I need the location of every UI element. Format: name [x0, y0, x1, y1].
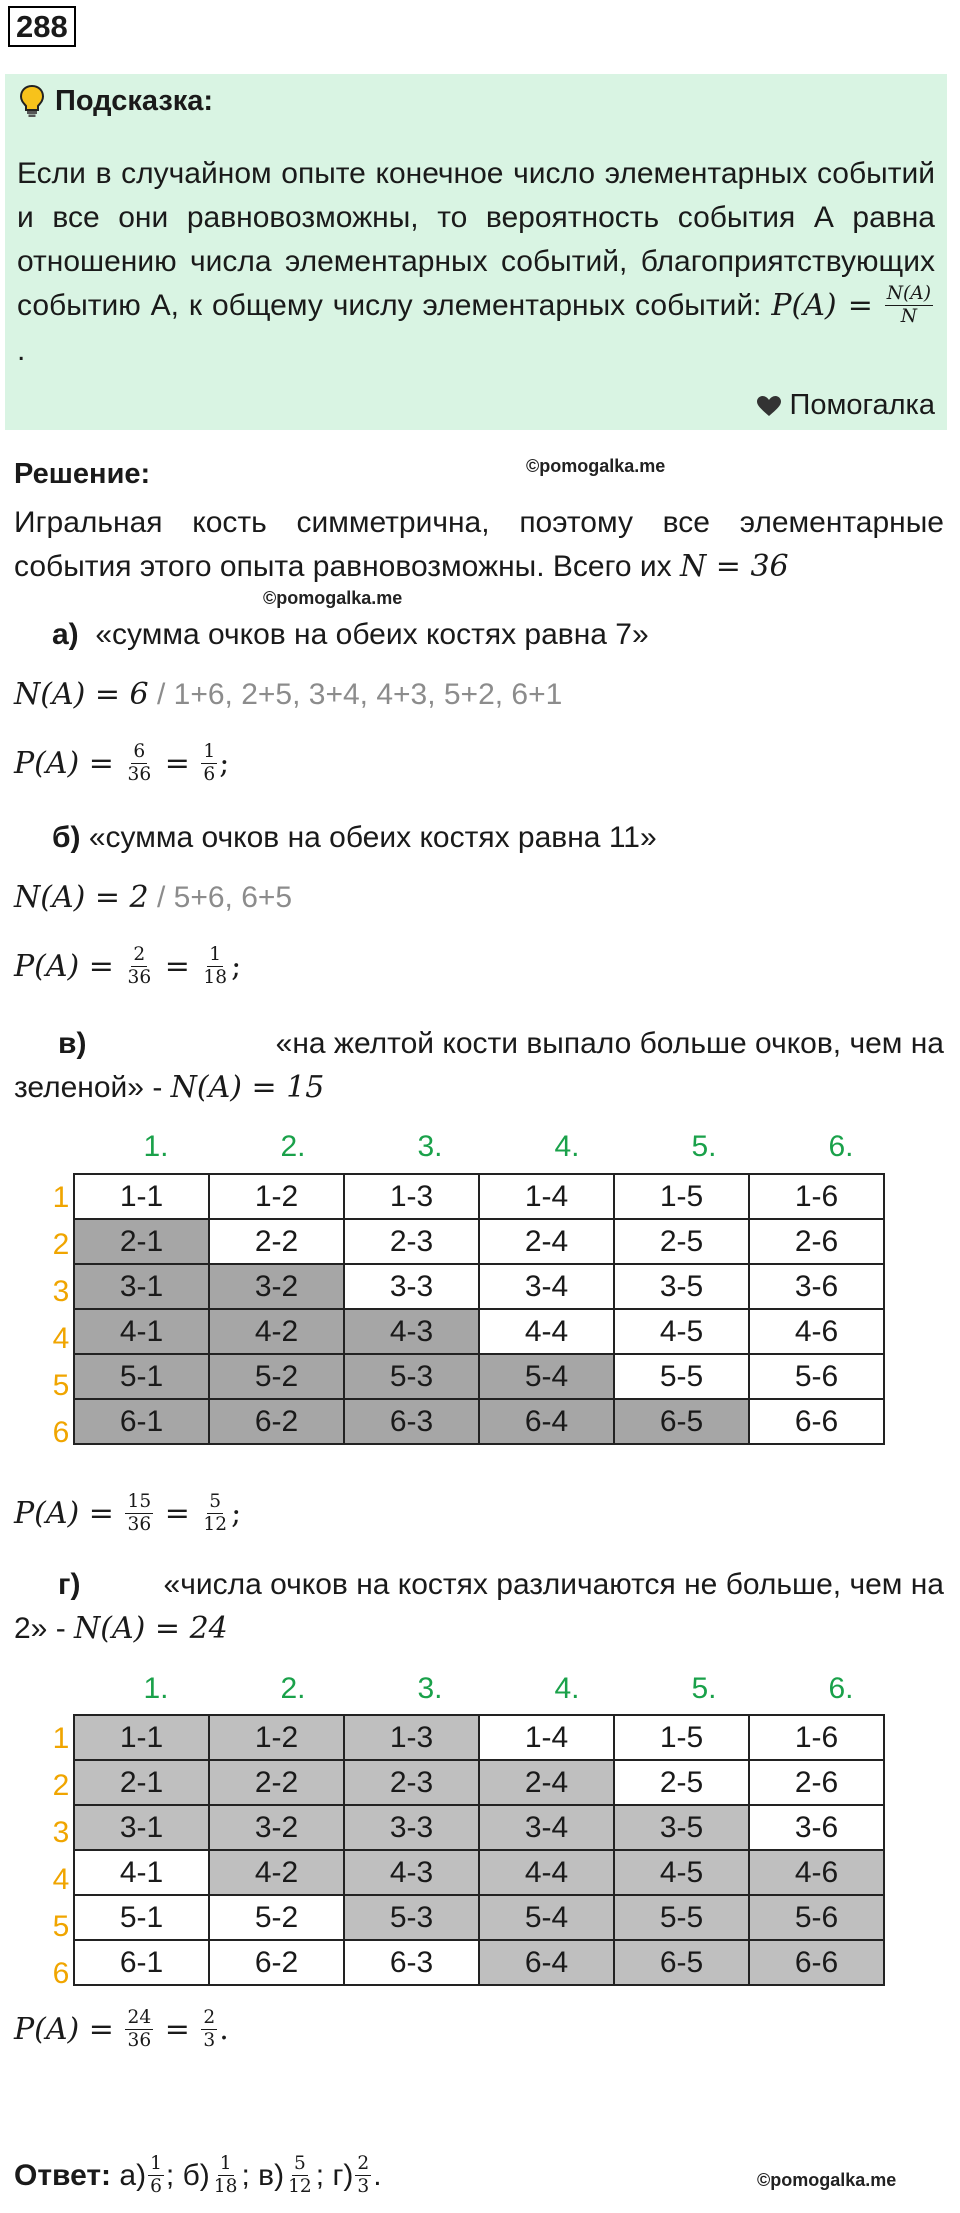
table-cell: 1-5: [614, 1715, 749, 1760]
table-cell: 5-4: [479, 1895, 614, 1940]
table-cell: 5-5: [614, 1895, 749, 1940]
table-cell: 1-4: [479, 1174, 614, 1219]
table-g-row: [74, 1895, 884, 1940]
table-cell: 6-2: [209, 1940, 344, 1985]
table-g-row: [74, 1715, 884, 1760]
col-header: 2.: [280, 1672, 306, 1705]
answer-line: [14, 2154, 382, 2199]
answer-item-label: г): [332, 2159, 354, 2192]
table-cell: 3-1: [74, 1805, 209, 1850]
row-header: 2: [52, 1769, 70, 1802]
table-v-row: [74, 1219, 884, 1264]
col-header: 5.: [691, 1130, 717, 1163]
table-cell: 6-2: [209, 1399, 344, 1444]
table-cell: 1-3: [344, 1715, 479, 1760]
answer-sep: ;: [315, 2159, 325, 2192]
table-cell: 5-2: [209, 1354, 344, 1399]
hint-formula-end: .: [17, 333, 26, 367]
part-a-outcomes: 1+6, 2+5, 3+4, 4+3, 5+2, 6+1: [173, 678, 563, 711]
end-mark: ;: [231, 1496, 242, 1531]
fraction-denominator: 3: [357, 2175, 370, 2197]
equals-sign: =: [164, 949, 190, 984]
table-cell: 1-5: [614, 1174, 749, 1219]
part-g-label: г): [58, 1568, 81, 1601]
table-cell: 3-4: [479, 1264, 614, 1309]
table-cell: 2-3: [344, 1760, 479, 1805]
table-cell: 2-6: [749, 1760, 884, 1805]
equals-sign: =: [164, 2012, 190, 2047]
answer-item-label: б): [182, 2159, 210, 2192]
col-header: 6.: [828, 1672, 854, 1705]
hint-box: [5, 74, 947, 430]
fraction-denominator: 36: [127, 2029, 152, 2051]
outcomes-table-v: [73, 1173, 885, 1445]
row-header: 3: [52, 1816, 70, 1849]
intro-text: Игральная кость симметрична, поэтому все элементарные события этого опыта равновозможны. Всего их: [14, 506, 944, 583]
fraction-numerator: 2: [203, 2007, 216, 2029]
hint-body: Если в случайном опыте конечное число элементарных событий и все они равновозможны, то вероятность события А равна отношению числа элементарных событий, благоприятствующих событию А, к общему числу элементарных событий:: [17, 157, 935, 322]
fraction-denominator: 36: [127, 763, 152, 785]
table-v-row: [74, 1174, 884, 1219]
table-cell: 3-5: [614, 1264, 749, 1309]
table-cell: 4-1: [74, 1309, 209, 1354]
part-a-text: «сумма очков на обеих костях равна 7»: [95, 618, 649, 651]
table-cell: 3-6: [749, 1264, 884, 1309]
col-header: 5.: [691, 1672, 717, 1705]
part-g-text-line1: «числа очков на костях различаются не больше, чем на: [163, 1568, 944, 1601]
part-g-text-line2: 2» -: [14, 1612, 66, 1645]
p-lhs: P(A) =: [14, 2012, 114, 2047]
table-cell: 3-1: [74, 1264, 209, 1309]
equals-sign: =: [164, 1496, 190, 1531]
intro-formula: N = 36: [680, 549, 789, 584]
fraction-denominator: 18: [203, 966, 228, 988]
fraction-denominator: N: [900, 305, 918, 327]
part-v-text-line1: «на желтой кости выпало больше очков, чем на: [275, 1027, 944, 1060]
table-cell: 6-3: [344, 1940, 479, 1985]
table-cell: 1-1: [74, 1715, 209, 1760]
separator: /: [148, 881, 174, 914]
table-cell: 5-2: [209, 1895, 344, 1940]
fraction-numerator: 2: [133, 944, 146, 966]
col-header: 6.: [828, 1130, 854, 1163]
row-header: 1: [52, 1181, 70, 1214]
table-v-row: [74, 1264, 884, 1309]
table-cell: 2-2: [209, 1760, 344, 1805]
col-header: 4.: [554, 1130, 580, 1163]
fraction-denominator: 36: [127, 1513, 152, 1535]
part-b-text: «сумма очков на обеих костях равна 11»: [88, 821, 657, 854]
part-a-count: [14, 673, 562, 717]
task-number: 288: [8, 6, 76, 47]
fraction-numerator: 24: [127, 2007, 152, 2029]
part-b-count-formula: N(A) = 2: [14, 880, 149, 915]
row-header: 5: [52, 1369, 70, 1402]
table-cell: 5-6: [749, 1895, 884, 1940]
table-cell: 3-2: [209, 1264, 344, 1309]
table-cell: 4-4: [479, 1309, 614, 1354]
table-g-row: [74, 1760, 884, 1805]
table-cell: 1-2: [209, 1174, 344, 1219]
table-cell: 5-3: [344, 1354, 479, 1399]
outcomes-table-g: [73, 1714, 885, 1986]
fraction-numerator: 5: [294, 2153, 306, 2175]
part-b-condition: [52, 816, 657, 860]
solution-heading: Решение:: [14, 458, 151, 490]
row-header: 5: [52, 1910, 70, 1943]
row-header: 4: [52, 1322, 70, 1355]
hint-title: [19, 84, 213, 118]
fraction-denominator: 6: [203, 763, 216, 785]
part-b-outcomes: 5+6, 6+5: [173, 881, 293, 914]
table-cell: 2-5: [614, 1219, 749, 1264]
table-v-row: [74, 1354, 884, 1399]
table-cell: 2-1: [74, 1760, 209, 1805]
col-header: 1.: [143, 1130, 169, 1163]
table-v-row: [74, 1309, 884, 1354]
hint-fraction: [885, 283, 933, 327]
part-g-count-formula: N(A) = 24: [74, 1611, 228, 1646]
p-lhs: P(A) =: [14, 746, 114, 781]
table-cell: 5-1: [74, 1354, 209, 1399]
fraction-numerator: 1: [219, 2153, 232, 2175]
col-header: 1.: [143, 1672, 169, 1705]
table-cell: 4-5: [614, 1850, 749, 1895]
fraction-denominator: 12: [203, 1513, 228, 1535]
answer-sep: ;: [241, 2159, 250, 2192]
table-cell: 2-6: [749, 1219, 884, 1264]
fraction-denominator: 36: [127, 966, 152, 988]
col-header: 2.: [280, 1130, 306, 1163]
equals-sign: =: [164, 746, 190, 781]
fraction-numerator: 2: [357, 2153, 370, 2175]
part-a-condition: [52, 613, 649, 657]
fraction-numerator: N(A): [886, 283, 931, 305]
table-cell: 4-4: [479, 1850, 614, 1895]
end-mark: ;: [231, 949, 242, 984]
fraction-numerator: 1: [209, 944, 222, 966]
fraction-numerator: 15: [127, 1491, 152, 1513]
table-g-row: [74, 1850, 884, 1895]
table-cell: 4-3: [344, 1309, 479, 1354]
row-header: 3: [52, 1275, 70, 1308]
answer-item-label: в): [258, 2159, 285, 2192]
table-cell: 4-2: [209, 1309, 344, 1354]
table-cell: 2-1: [74, 1219, 209, 1264]
answer-sep: ;: [165, 2159, 175, 2192]
table-cell: 6-3: [344, 1399, 479, 1444]
part-b-label: б): [52, 821, 81, 854]
table-cell: 1-1: [74, 1174, 209, 1219]
table-cell: 4-6: [749, 1850, 884, 1895]
row-header: 6: [52, 1416, 70, 1449]
table-cell: 6-5: [614, 1399, 749, 1444]
table-cell: 6-4: [479, 1940, 614, 1985]
part-g-probability: [14, 2008, 229, 2053]
fraction-denominator: 12: [288, 2175, 312, 2197]
table-cell: 3-2: [209, 1805, 344, 1850]
table-cell: 3-6: [749, 1805, 884, 1850]
hint-signature: [756, 389, 935, 422]
lightbulb-icon: [19, 84, 45, 118]
table-cell: 4-2: [209, 1850, 344, 1895]
table-cell: 3-3: [344, 1264, 479, 1309]
hint-formula-lhs: P(A) =: [771, 288, 873, 323]
fraction-denominator: 18: [213, 2175, 238, 2197]
table-cell: 5-6: [749, 1354, 884, 1399]
table-cell: 4-5: [614, 1309, 749, 1354]
fraction-denominator: 6: [150, 2175, 162, 2197]
fraction-numerator: 1: [150, 2153, 162, 2175]
col-header: 3.: [417, 1130, 443, 1163]
table-cell: 1-4: [479, 1715, 614, 1760]
part-v-count-formula: N(A) = 15: [170, 1070, 325, 1105]
fraction-denominator: 3: [203, 2029, 216, 2051]
row-header: 2: [52, 1228, 70, 1261]
signature-text: Помогалка: [789, 389, 935, 421]
end-mark: .: [219, 2012, 229, 2047]
table-cell: 1-6: [749, 1174, 884, 1219]
p-lhs: P(A) =: [14, 949, 114, 984]
table-cell: 4-3: [344, 1850, 479, 1895]
fraction-numerator: 5: [209, 1491, 222, 1513]
row-header: 6: [52, 1957, 70, 1990]
part-g-condition: [14, 1563, 944, 1651]
table-v-row: [74, 1399, 884, 1444]
separator: /: [148, 678, 174, 711]
part-v-label: в): [58, 1027, 87, 1060]
table-cell: 6-6: [749, 1399, 884, 1444]
end-mark: ;: [219, 746, 230, 781]
row-header: 4: [52, 1863, 70, 1896]
table-cell: 6-6: [749, 1940, 884, 1985]
table-cell: 6-1: [74, 1940, 209, 1985]
table-cell: 6-4: [479, 1399, 614, 1444]
table-cell: 3-3: [344, 1805, 479, 1850]
col-header: 3.: [417, 1672, 443, 1705]
watermark: ©pomogalka.me: [526, 456, 666, 476]
table-cell: 4-1: [74, 1850, 209, 1895]
table-cell: 5-4: [479, 1354, 614, 1399]
table-cell: 6-1: [74, 1399, 209, 1444]
table-cell: 3-4: [479, 1805, 614, 1850]
p-lhs: P(A) =: [14, 1496, 114, 1531]
row-header: 1: [52, 1722, 70, 1755]
table-cell: 2-2: [209, 1219, 344, 1264]
table-cell: 2-5: [614, 1760, 749, 1805]
part-v-text-line2: зеленой» -: [14, 1071, 163, 1104]
watermark: ©pomogalka.me: [263, 588, 403, 608]
answer-sep: .: [373, 2159, 382, 2192]
table-cell: 5-3: [344, 1895, 479, 1940]
hint-title-text: Подсказка:: [55, 84, 214, 117]
table-cell: 1-6: [749, 1715, 884, 1760]
fraction-numerator: 6: [133, 741, 146, 763]
part-v-condition: [14, 1022, 944, 1110]
answer-item-label: а): [119, 2159, 147, 2192]
part-b-count: [14, 876, 292, 920]
part-v-probability: [14, 1492, 241, 1537]
table-cell: 6-5: [614, 1940, 749, 1985]
part-a-probability: [14, 742, 229, 787]
solution-intro: [14, 501, 944, 589]
watermark: ©pomogalka.me: [757, 2170, 897, 2190]
table-cell: 3-5: [614, 1805, 749, 1850]
table-cell: 2-3: [344, 1219, 479, 1264]
part-b-probability: [14, 945, 241, 990]
fraction-numerator: 1: [203, 741, 216, 763]
table-cell: 5-1: [74, 1895, 209, 1940]
hint-text: [17, 152, 935, 373]
table-cell: 1-3: [344, 1174, 479, 1219]
heart-icon: [756, 395, 782, 417]
answer-label: Ответ:: [14, 2159, 112, 2192]
part-a-label: а): [52, 618, 79, 651]
table-cell: 4-6: [749, 1309, 884, 1354]
table-g-row: [74, 1805, 884, 1850]
table-cell: 5-5: [614, 1354, 749, 1399]
col-header: 4.: [554, 1672, 580, 1705]
table-cell: 2-4: [479, 1760, 614, 1805]
part-a-count-formula: N(A) = 6: [14, 677, 149, 712]
table-cell: 2-4: [479, 1219, 614, 1264]
table-g-row: [74, 1940, 884, 1985]
table-cell: 1-2: [209, 1715, 344, 1760]
